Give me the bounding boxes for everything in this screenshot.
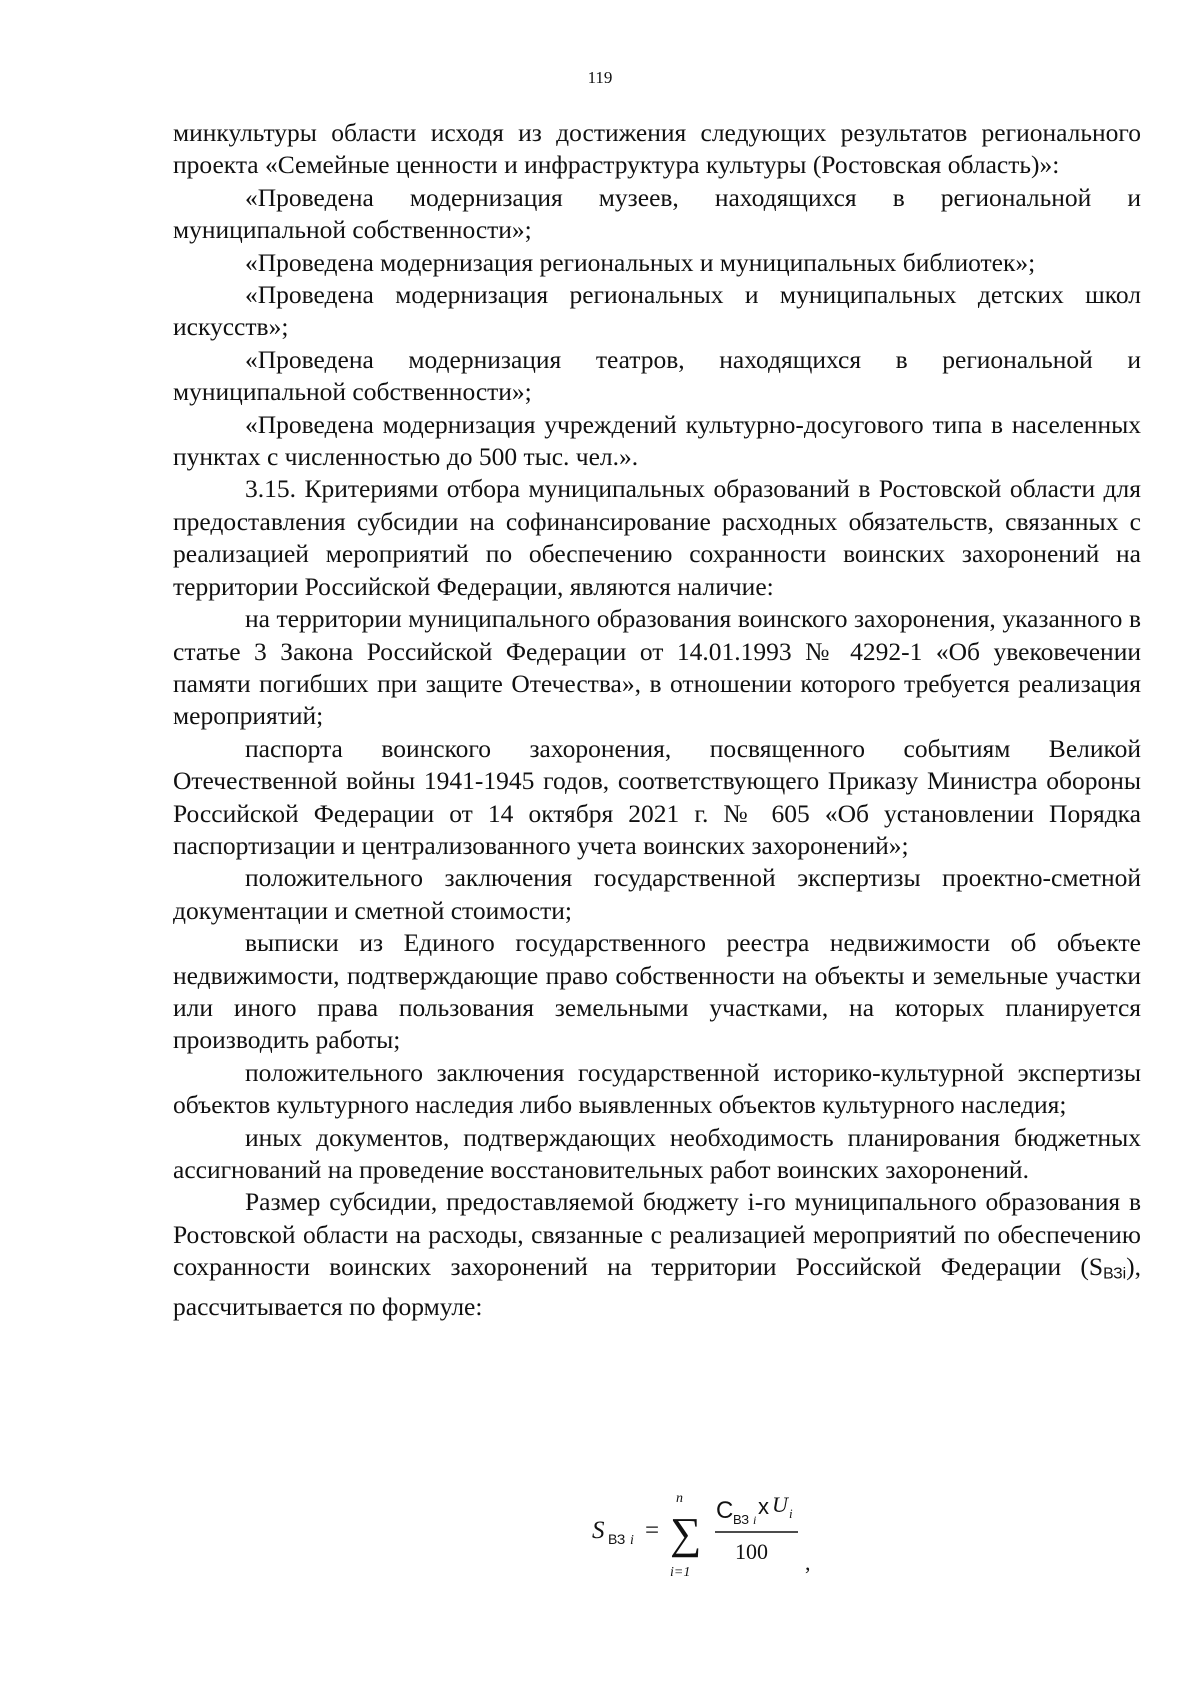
result-item-art-schools: «Проведена модернизация региональных и муниципальных детских школ искусств»;: [173, 280, 1141, 342]
formula-lhs-index: i: [630, 1533, 634, 1548]
subsidy-formula: [590, 1478, 820, 1588]
document-body: [173, 117, 1141, 1324]
criterion-registry-extract: выписки из Единого государственного реестра недвижимости об объекте недвижимости, подтверждающие право собственности на объекты и земельные участки или иного права пользования земельными участками, на которых планируется производить работы;: [173, 928, 1141, 1055]
formula-sum-lower: i=1: [670, 1565, 691, 1580]
criterion-cultural-expertise: положительного заключения государственной историко-культурной экспертизы объектов культурного наследия либо выявленных объектов культурного наследия;: [173, 1057, 1141, 1120]
formula-lhs-subscript: ВЗ: [608, 1531, 626, 1547]
formula-numerator-u-index: i: [789, 1506, 793, 1521]
page-number: 119: [587, 68, 613, 87]
formula-numerator-u: U: [772, 1492, 788, 1517]
formula-svg: [590, 1478, 820, 1588]
formula-times: x: [758, 1494, 769, 1519]
subsidy-size-paragraph: [173, 1186, 1141, 1323]
subsidy-subscript: ВЗi: [1103, 1265, 1127, 1283]
formula-numerator-c-subscript: ВЗ: [733, 1512, 750, 1527]
subsidy-text-after: ), рассчитывается по формуле:: [173, 1252, 1141, 1322]
result-item-museums: «Проведена модернизация музеев, находящихся в региональной и муниципальной собственности»;: [173, 182, 1141, 245]
criterion-state-expertise: положительного заключения государственной экспертизы проектно-сметной документации и сметной стоимости;: [173, 863, 1141, 925]
criterion-other-documents: иных документов, подтверждающих необходимость планирования бюджетных ассигнований на проведение восстановительных работ воинских захоронений.: [173, 1122, 1141, 1184]
criterion-passport: паспорта воинского захоронения, посвященного событиям Великой Отечественной войны 1941-1945 годов, соответствующего Приказу Министра обороны Российской Федерации от 14 октября 2021 г. № 605 «Об установлении Порядка паспортизации и централизованного учета воинских захоронений»;: [173, 733, 1141, 860]
formula-denominator: 100: [735, 1539, 768, 1564]
formula-numerator-c: С: [716, 1497, 734, 1524]
formula-trailing-comma: ,: [805, 1550, 811, 1575]
formula-sum-upper: n: [676, 1491, 683, 1506]
result-item-cultural-institutions: «Проведена модернизация учреждений культурно-досугового типа в населенных пунктах с численностью до 500 тыс. чел.».: [173, 409, 1141, 472]
section-3-15-intro: 3.15. Критериями отбора муниципальных образований в Ростовской области для предоставления субсидии на софинансирование расходных обязательств, связанных с реализацией мероприятий по обеспечению сохранности воинских захоронений на территории Российской Федерации, являются наличие:: [173, 474, 1141, 601]
formula-numerator-c-index: i: [753, 1513, 757, 1527]
formula-equals: =: [645, 1517, 660, 1544]
result-item-libraries: «Проведена модернизация региональных и муниципальных библиотек»;: [245, 247, 1036, 277]
paragraph-continuation: минкультуры области исходя из достижения следующих результатов регионального проекта «Семейные ценности и инфраструктура культуры (Ростовская область)»:: [173, 118, 1141, 180]
result-item-theatres: «Проведена модернизация театров, находящихся в региональной и муниципальной собственности»;: [173, 344, 1141, 407]
subsidy-text-before: Размер субсидии, предоставляемой бюджету i-го муниципального образования в Ростовской области на расходы, связанные с реализацией мероприятий по обеспечению сохранности воинских захоронений на территории Российской Федерации (S: [173, 1187, 1141, 1282]
formula-lhs-symbol: S: [592, 1517, 605, 1544]
criterion-war-grave: на территории муниципального образования воинского захоронения, указанного в статье 3 Закона Российской Федерации от 14.01.1993 № 4292-1 «Об увековечении памяти погибших при защите Отечества», в отношении которого требуется реализация мероприятий;: [173, 604, 1141, 731]
formula-sum-sign: ∑: [670, 1509, 702, 1558]
